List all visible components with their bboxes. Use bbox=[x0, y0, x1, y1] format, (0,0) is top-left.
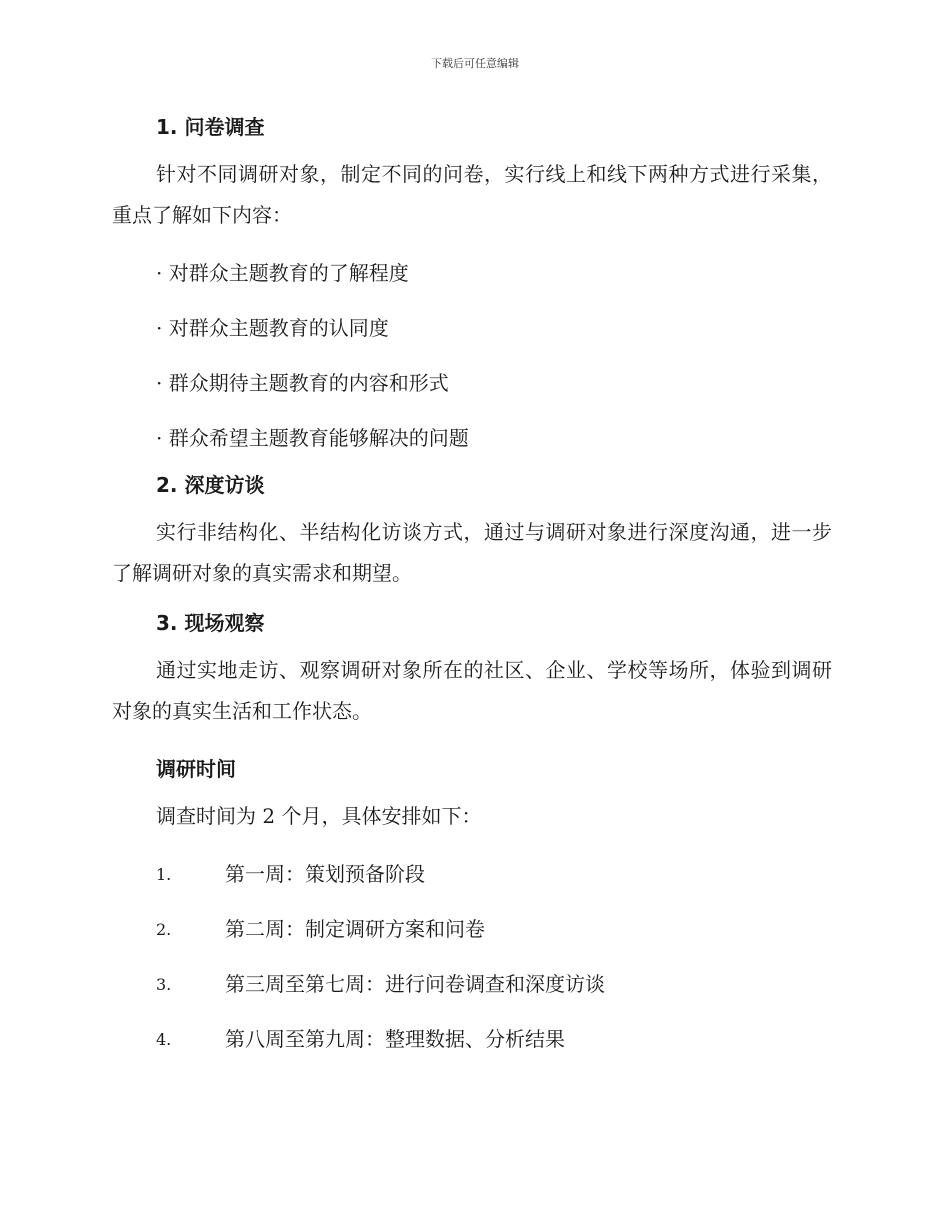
paragraph-questionnaire-intro: 针对不同调研对象，制定不同的问卷，实行线上和线下两种方式进行采集，重点了解如下内容： bbox=[112, 162, 832, 227]
ordered-list-item bbox=[156, 957, 832, 1012]
bullet-item: · 对群众主题教育的认同度 bbox=[156, 316, 389, 340]
header-note: 下载后可任意编辑 bbox=[431, 57, 519, 70]
heading-observation: 3. 现场观察 bbox=[156, 611, 265, 635]
list-number: 3. bbox=[156, 975, 172, 994]
list-number: 4. bbox=[156, 1030, 172, 1049]
heading-schedule: 调研时间 bbox=[156, 757, 236, 781]
ordered-list-item bbox=[156, 847, 832, 902]
paragraph-interview: 实行非结构化、半结构化访谈方式，通过与调研对象进行深度沟通，进一步了解调研对象的真实需求和期望。 bbox=[112, 520, 832, 585]
ordered-list-item bbox=[156, 902, 832, 957]
list-text: 第八周至第九周：整理数据、分析结果 bbox=[225, 1027, 565, 1051]
heading-interview: 2. 深度访谈 bbox=[156, 473, 265, 497]
paragraph-observation: 通过实地走访、观察调研对象所在的社区、企业、学校等场所，体验到调研对象的真实生活和工作状态。 bbox=[112, 658, 832, 723]
bullet-item: · 群众希望主题教育能够解决的问题 bbox=[156, 426, 469, 450]
ordered-list-item bbox=[156, 1012, 832, 1067]
list-number: 1. bbox=[156, 865, 172, 884]
list-number: 2. bbox=[156, 920, 172, 939]
paragraph-schedule-intro: 调查时间为 2 个月，具体安排如下： bbox=[156, 804, 482, 828]
document-body bbox=[112, 108, 832, 1067]
heading-questionnaire: 1. 问卷调查 bbox=[156, 115, 265, 139]
list-text: 第一周：策划预备阶段 bbox=[225, 862, 425, 886]
bullet-item: · 对群众主题教育的了解程度 bbox=[156, 261, 409, 285]
list-text: 第二周：制定调研方案和问卷 bbox=[225, 917, 485, 941]
list-text: 第三周至第七周：进行问卷调查和深度访谈 bbox=[225, 972, 605, 996]
bullet-item: · 群众期待主题教育的内容和形式 bbox=[156, 371, 449, 395]
